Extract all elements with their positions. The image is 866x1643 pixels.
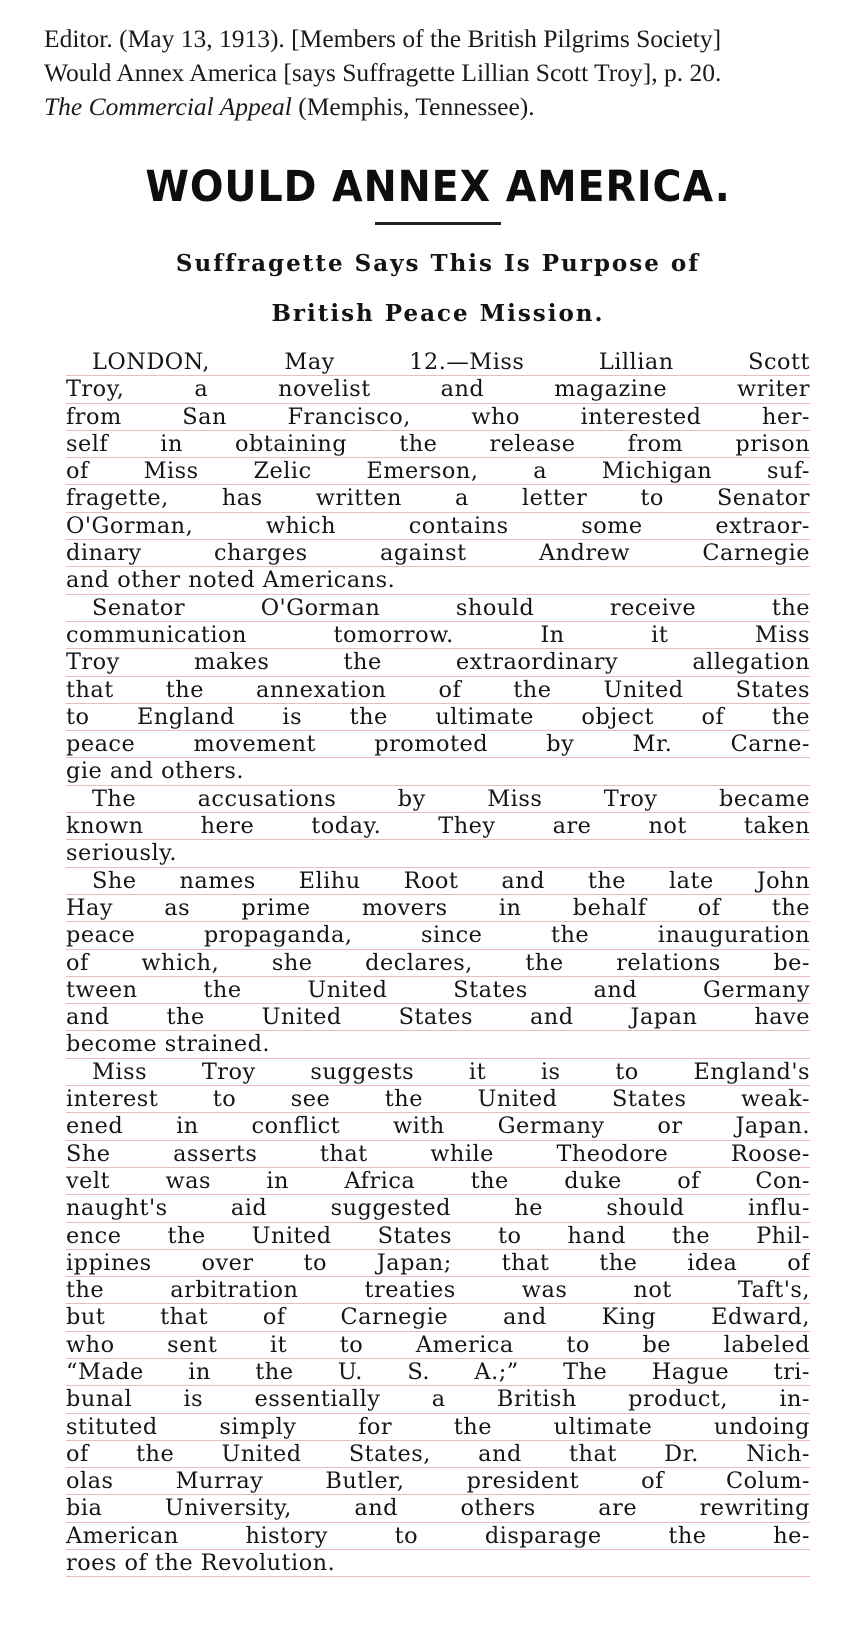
article-body (66, 349, 810, 1577)
article-line: of which, she declares, the relations be- (66, 949, 810, 976)
article-line: but that of Carnegie and King Edward, (66, 1304, 810, 1331)
article-line: ence the United States to hand the Phil- (66, 1222, 810, 1249)
article-paragraph (66, 1059, 810, 1578)
article-line: peace propaganda, since the inauguration (66, 922, 810, 949)
article-paragraph (66, 349, 810, 595)
newspaper-clipping (66, 150, 810, 1577)
article-paragraph (66, 868, 810, 1059)
article-line: of Miss Zelic Emerson, a Michigan suf- (66, 458, 810, 485)
article-line: tween the United States and Germany (66, 976, 810, 1003)
article-line: Hay as prime movers in behalf of the (66, 894, 810, 921)
article-headline: WOULD ANNEX AMERICA. (145, 162, 731, 212)
citation-line-1: Editor. (May 13, 1913). [Members of the British Pilgrims Society] (44, 24, 722, 53)
article-line: naught's aid suggested he should influ- (66, 1195, 810, 1222)
article-line: Troy makes the extraordinary allegation (66, 649, 810, 676)
article-line: self in obtaining the release from prison (66, 430, 810, 457)
article-line: and other noted Americans. (66, 567, 810, 594)
article-line: gie and others. (66, 758, 810, 785)
deck-line: British Peace Mission. (271, 300, 605, 327)
article-line: “Made in the U. S. A.;” The Hague tri- (66, 1358, 810, 1385)
citation (44, 22, 854, 124)
article-line: Senator O'Gorman should receive the (66, 595, 810, 622)
article-line: Miss Troy suggests it is to England's (66, 1059, 810, 1086)
article-line: from San Francisco, who interested her- (66, 403, 810, 430)
citation-publication-place: (Memphis, Tennessee). (291, 92, 535, 121)
article-line: American history to disparage the he- (66, 1522, 810, 1549)
article-line: She asserts that while Theodore Roose- (66, 1140, 810, 1167)
article-line: known here today. They are not taken (66, 813, 810, 840)
article-line: fragette, has written a letter to Senator (66, 485, 810, 512)
article-line: Troy, a novelist and magazine writer (66, 376, 810, 403)
article-line: communication tomorrow. In it Miss (66, 621, 810, 648)
article-line: the arbitration treaties was not Taft's, (66, 1277, 810, 1304)
article-line: to England is the ultimate object of the (66, 703, 810, 730)
citation-publication-title: The Commercial Appeal (44, 92, 292, 121)
article-line: LONDON, May 12.—Miss Lillian Scott (66, 349, 810, 376)
article-line: stituted simply for the ultimate undoing (66, 1413, 810, 1440)
article-line: of the United States, and that Dr. Nich- (66, 1440, 810, 1467)
article-line: become strained. (66, 1031, 810, 1058)
headline-rule (375, 222, 501, 225)
article-line: and the United States and Japan have (66, 1004, 810, 1031)
article-line: ened in conflict with Germany or Japan. (66, 1113, 810, 1140)
article-paragraph (66, 786, 810, 868)
article-line: olas Murray Butler, president of Colum- (66, 1468, 810, 1495)
citation-line-3 (44, 90, 854, 124)
article-line: dinary charges against Andrew Carnegie (66, 540, 810, 567)
article-line: bia University, and others are rewriting (66, 1495, 810, 1522)
citation-line-2: Would Annex America [says Suffragette Lillian Scott Troy], p. 20. (44, 58, 722, 87)
article-line: She names Elihu Root and the late John (66, 868, 810, 895)
article-line: bunal is essentially a British product, in- (66, 1386, 810, 1413)
article-line: interest to see the United States weak- (66, 1086, 810, 1113)
article-line: roes of the Revolution. (66, 1550, 810, 1577)
article-line: velt was in Africa the duke of Con- (66, 1167, 810, 1194)
article-line: who sent it to America to be labeled (66, 1331, 810, 1358)
deck-line: Suffragette Says This Is Purpose of (175, 250, 701, 277)
article-line: The accusations by Miss Troy became (66, 786, 810, 813)
article-deck (66, 239, 810, 339)
article-line: that the annexation of the United States (66, 676, 810, 703)
article-line: peace movement promoted by Mr. Carne- (66, 731, 810, 758)
article-line: seriously. (66, 840, 810, 867)
article-paragraph (66, 595, 810, 786)
article-line: O'Gorman, which contains some extraor- (66, 512, 810, 539)
article-line: ippines over to Japan; that the idea of (66, 1249, 810, 1276)
